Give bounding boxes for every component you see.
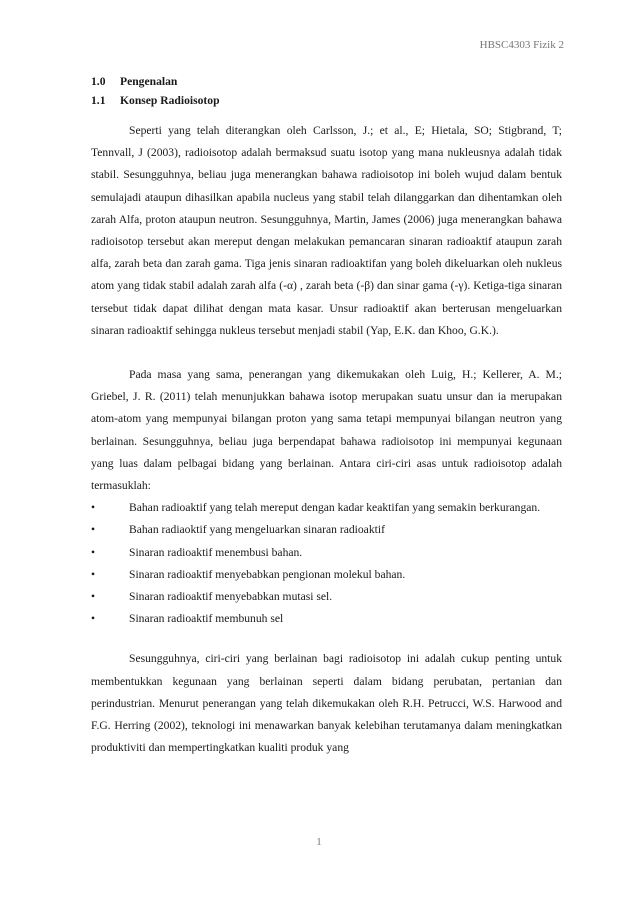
characteristics-list (91, 497, 562, 630)
paragraph-text: Seperti yang telah diterangkan oleh Carlsson, J.; et al., E; Hietala, SO; Stigbrand, T; Tennvall, J (2003), radioisotop adalah bermaksud suatu isotop yang mana nukleusnya adalah tidak stabil. Sesungguhnya, beliau juga menerangkan bahawa radioisotop ini boleh wujud dalam bentuk semulajadi ataupun dihasilkan apabila nucleus yang stabil telah dilanggarkan dan dihentamkan oleh zarah Alfa, proton ataupun neutron. Sesungguhnya, Martin, James (2006) juga menerangkan bahawa radioisotop tersebut akan mereput dengan melakukan pemancaran sinaran radioaktif ataupun zarah alfa, zarah beta dan zarah gama. Tiga jenis sinaran radioaktifan yang boleh dikeluarkan oleh nukleus atom yang tidak stabil adalah zarah alfa (-α) , zarah beta (-β) dan sinar gama (-γ). Ketiga-tiga sinaran tersebut tidak dapat dilihat dengan mata kasar. Unsur radioaktif akan berterusan mengeluarkan sinaran radioaktif sehingga nukleus tersebut menjadi stabil (Yap, E.K. dan Khoo, G.K.). (91, 124, 562, 337)
list-item-text: Sinaran radioaktif menyebabkan mutasi sel. (129, 590, 333, 604)
paragraph-text: Pada masa yang sama, penerangan yang dikemukakan oleh Luig, H.; Kellerer, A. M.; Griebel, J. R. (2011) telah menunjukkan bahawa isotop merupakan suatu unsur dan ia merupakan atom-atom yang mempunyai bilangan proton yang sama tetapi mempunyai bilangan neutron yang berlainan. Sesungguhnya, beliau juga berpendapat bahawa radioisotop ini mempunyai kegunaan yang luas dalam pelbagai bidang yang berlainan. Antara ciri-ciri asas untuk radioisotop adalah termasuklah: (91, 368, 562, 493)
section-heading-pengenalan (91, 75, 562, 94)
list-item-text: Sinaran radioaktif menyebabkan pengionan molekul bahan. (129, 567, 406, 581)
page-header: HBSC4303 Fizik 2 (479, 39, 564, 51)
bullet-icon: • (91, 501, 96, 515)
bullet-icon: • (91, 523, 96, 537)
paragraph-1 (91, 120, 562, 342)
page-number: 1 (316, 836, 322, 848)
heading-number: 1.0 (91, 75, 106, 88)
list-item (91, 519, 562, 541)
heading-number: 1.1 (91, 94, 106, 107)
paragraph-3 (91, 648, 562, 759)
list-item-text: Sinaran radioaktif menembusi bahan. (129, 545, 303, 559)
list-item (91, 497, 562, 519)
bullet-icon: • (91, 612, 96, 626)
bullet-icon: • (91, 545, 96, 559)
heading-title: Pengenalan (120, 75, 178, 88)
list-item (91, 564, 562, 586)
bullet-icon: • (91, 590, 96, 604)
list-item (91, 608, 562, 630)
list-item (91, 586, 562, 608)
list-item-text: Bahan radioaktif yang telah mereput dengan kadar keaktifan yang semakin berkurangan. (129, 501, 541, 515)
section-heading-konsep-radioisotop (91, 94, 562, 113)
heading-title: Konsep Radioisotop (120, 94, 220, 107)
list-item-text: Sinaran radioaktif membunuh sel (129, 612, 284, 626)
paragraph-text: Sesungguhnya, ciri-ciri yang berlainan bagi radioisotop ini adalah cukup penting untuk membentukkan kegunaan yang berlainan seperti dalam bidang perubatan, pertanian dan perindustrian. Menurut penerangan yang telah dikemukakan oleh R.H. Petrucci, W.S. Harwood and F.G. Herring (2002), teknologi ini menawarkan banyak kelebihan terutamanya dalam meningkatkan produktiviti dan mempertingkatkan kualiti produk yang (91, 652, 562, 755)
paragraph-2 (91, 364, 562, 497)
bullet-icon: • (91, 567, 96, 581)
document-body (91, 75, 562, 771)
list-item (91, 542, 562, 564)
list-item-text: Bahan radiaoktif yang mengeluarkan sinaran radioaktif (129, 523, 385, 537)
